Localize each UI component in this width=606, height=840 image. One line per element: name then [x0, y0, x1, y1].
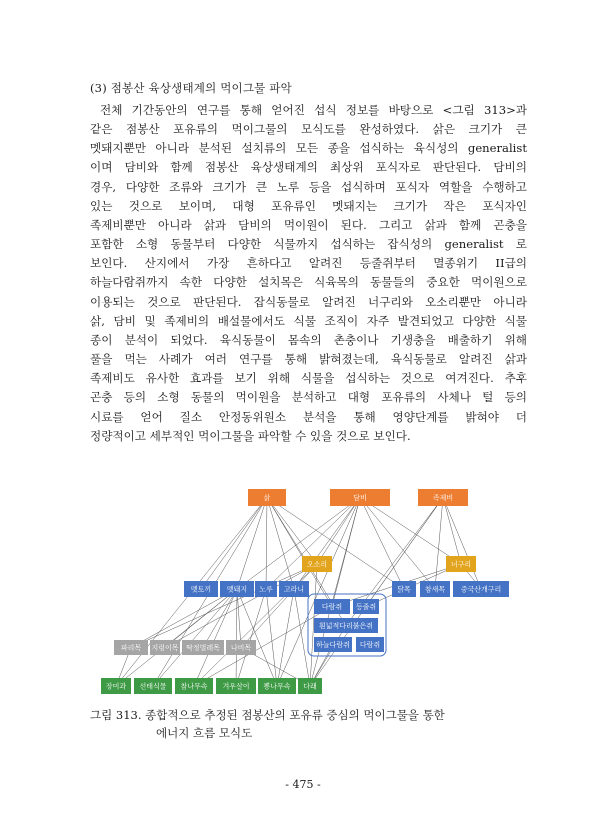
food-link-dambi-gorani: [294, 498, 360, 590]
paragraph-line: 하늘다람쥐까지 속한 다양한 설치목은 식육목의 동물들의 중요한 먹이원으로: [90, 275, 527, 290]
food-link-dambi-noru: [266, 498, 360, 590]
node-noru: [255, 581, 277, 597]
paragraph-line: 족제비도 유사한 효과를 보기 위해 식물을 섭식하는 것으로 여겨진다. 추후: [90, 371, 527, 386]
food-link-gorani-ppongna: [277, 589, 294, 686]
node-label-metdwaeji: 멧돼지: [226, 585, 248, 594]
paragraph-line: 있는 것으로 보이며, 대형 포유류인 멧돼지는 크기가 작은 포식자인: [90, 198, 527, 213]
food-link-sak-metdwaeji: [237, 498, 267, 590]
node-label-osori: 오소리: [306, 560, 328, 569]
node-paari: [114, 640, 148, 655]
node-neoguri: [446, 556, 476, 572]
node-dathamjwi: [356, 637, 384, 652]
food-link-sak-osori: [267, 498, 317, 565]
node-label-noru_small: 멧토끼: [190, 585, 212, 594]
node-label-janggwa: 장미과: [105, 682, 127, 691]
caption-line-2: 에너지 흐름 모식도: [156, 726, 253, 740]
node-gorani: [279, 581, 309, 597]
paragraph-line: 경우, 다양한 조류와 크기가 큰 노루 등을 섭식하며 포식자 역할을 수행하고: [90, 179, 527, 194]
node-darae: [298, 678, 322, 694]
food-link-metdwaeji-paari: [131, 589, 237, 648]
node-label-noru: 노루: [259, 585, 273, 594]
node-label-paari: 파리목: [120, 644, 142, 652]
paragraph-line: 보인다. 산지에서 가장 흔하다고 알려진 등줄쥐부터 멸종위기 II급의: [90, 256, 527, 271]
food-link-dambi-darae: [310, 498, 360, 687]
food-link-sak-noru_small: [201, 498, 267, 590]
food-link-sak-noru: [266, 498, 267, 590]
page-number: - 475 -: [285, 778, 321, 791]
food-link-osori-paari: [131, 564, 317, 648]
food-link-metdwaeji-gyeousari: [236, 589, 237, 686]
node-jokjebi: [418, 489, 468, 506]
node-label-jokjebi: 족제비: [432, 494, 454, 502]
food-link-metdwaeji-seontaek: [153, 589, 237, 686]
node-label-dathamjwi: 다람쥐: [359, 641, 381, 649]
node-label-seontaek: 선태식물: [139, 682, 167, 691]
paragraph-line: 삵, 담비 및 족제비의 배설물에서도 식물 조직이 자주 발견되었고 다양한 식물: [90, 313, 527, 328]
paragraph-line: 같은 점봉산 포유류의 먹이그물의 모식도를 완성하였다. 삵은 크기가 큰: [90, 122, 527, 137]
node-label-dalk: 닭목: [397, 585, 411, 594]
node-label-haneul: 하늘다람쥐: [316, 641, 350, 649]
node-metdwaeji: [220, 581, 254, 597]
node-label-chamsae: 참새목: [424, 585, 446, 594]
food-link-noru-ppongna: [266, 589, 277, 686]
node-label-daramjwi: 다람쥐: [321, 603, 343, 611]
node-label-sak: 삵: [263, 494, 271, 502]
food-web-nodes: [101, 489, 509, 694]
food-link-dambi-osori: [317, 498, 360, 565]
node-janggwa: [101, 678, 131, 694]
node-ttakjeong: [182, 640, 224, 655]
paragraph-line: 곤충 등의 소형 동물의 먹이원을 분석하고 대형 포유류의 사체나 털 등의: [90, 390, 527, 405]
node-label-dambi: 담비: [353, 494, 367, 502]
node-label-nabi: 나비목: [230, 644, 252, 652]
paragraph-line: 멧돼지뿐만 아니라 분석된 설치류의 모든 종을 섭식하는 육식성의 generalist: [90, 141, 527, 156]
node-label-gyeousari: 겨우살이: [222, 682, 250, 691]
node-chamsae: [420, 581, 450, 597]
paragraph-line: 이며 담비와 함께 점봉산 육상생태계의 최상위 포식자로 판단된다. 담비의: [90, 160, 527, 175]
food-link-metdwaeji-sona: [194, 589, 237, 686]
node-nabi: [226, 640, 256, 655]
paragraph-line: 정량적이고 세부적인 먹이그물을 파악할 수 있을 것으로 보인다.: [90, 428, 411, 443]
paragraph-line: 시료를 얻어 질소 안정동위원소 분석을 통해 영양단계를 밝혀야 더: [90, 409, 527, 424]
node-label-neoguri: 너구리: [450, 560, 472, 569]
node-label-ttakjeong: 딱정벌레목: [186, 644, 220, 652]
paragraph-line: 전체 기간동안의 연구를 통해 얻어진 섭식 정보를 바탕으로 <그림 313>과: [100, 103, 527, 117]
node-sona: [175, 678, 213, 694]
node-ppongna: [258, 678, 296, 694]
node-heundeul: [314, 618, 378, 633]
food-link-metdwaeji-ttakjeong: [203, 589, 237, 648]
node-osori: [302, 556, 332, 572]
node-dambi: [330, 489, 390, 506]
paragraph-line: 종이 분석이 되었다. 육식동물이 몸속의 촌충이나 기생충을 배출하기 위해: [90, 332, 527, 347]
node-label-darae: 다래: [303, 682, 317, 691]
node-label-deungjul: 등줄쥐: [355, 603, 377, 611]
food-link-sak-dalk: [267, 498, 404, 590]
node-dalk: [392, 581, 416, 597]
paragraph-line: 풀을 먹는 사례가 여러 연구를 통해 밝혀졌는데, 육식동물로 알려진 삵과: [90, 352, 527, 367]
node-daramjwi: [314, 599, 350, 614]
node-label-jirung: 지렁이목: [151, 644, 179, 652]
food-link-sak-gorani: [267, 498, 294, 590]
node-gyeousari: [216, 678, 256, 694]
node-gaegoori: [453, 581, 509, 597]
figure-caption: [90, 706, 445, 742]
node-haneul: [314, 637, 352, 652]
food-link-jokjebi-gaegoori: [443, 498, 481, 590]
node-label-ppongna: 뽕나무속: [263, 682, 291, 691]
node-jirung: [150, 640, 180, 655]
node-label-gorani: 고라니: [283, 585, 305, 594]
node-label-gaegoori: 중국산개구리: [460, 585, 502, 594]
node-label-heundeul: 흰넓적다리붉은쥐: [318, 622, 374, 630]
node-noru_small: [184, 581, 218, 597]
section-heading: (3) 점봉산 육상생태계의 먹이그물 파악: [90, 81, 292, 95]
node-deungjul: [353, 599, 379, 614]
paragraph-line: 족제비뿐만 아니라 삵과 담비의 먹이원이 된다. 그리고 삵과 함께 곤충을: [90, 217, 527, 232]
node-sak: [248, 489, 286, 506]
paragraph-line: 포함한 소형 동물부터 다양한 식물까지 섭식하는 잡식성의 generalist 로: [90, 237, 527, 252]
node-label-sona: 참나무속: [180, 682, 208, 691]
caption-line-1: 그림 313. 종합적으로 추정된 점봉산의 포유류 중심의 먹이그물을 통한: [90, 708, 445, 722]
food-link-dambi-metdwaeji: [237, 498, 360, 590]
node-seontaek: [134, 678, 172, 694]
paragraph-line: 이용되는 것으로 판단된다. 잡식동물로 알려진 너구리와 오소리뿐만 아니라: [90, 294, 527, 309]
